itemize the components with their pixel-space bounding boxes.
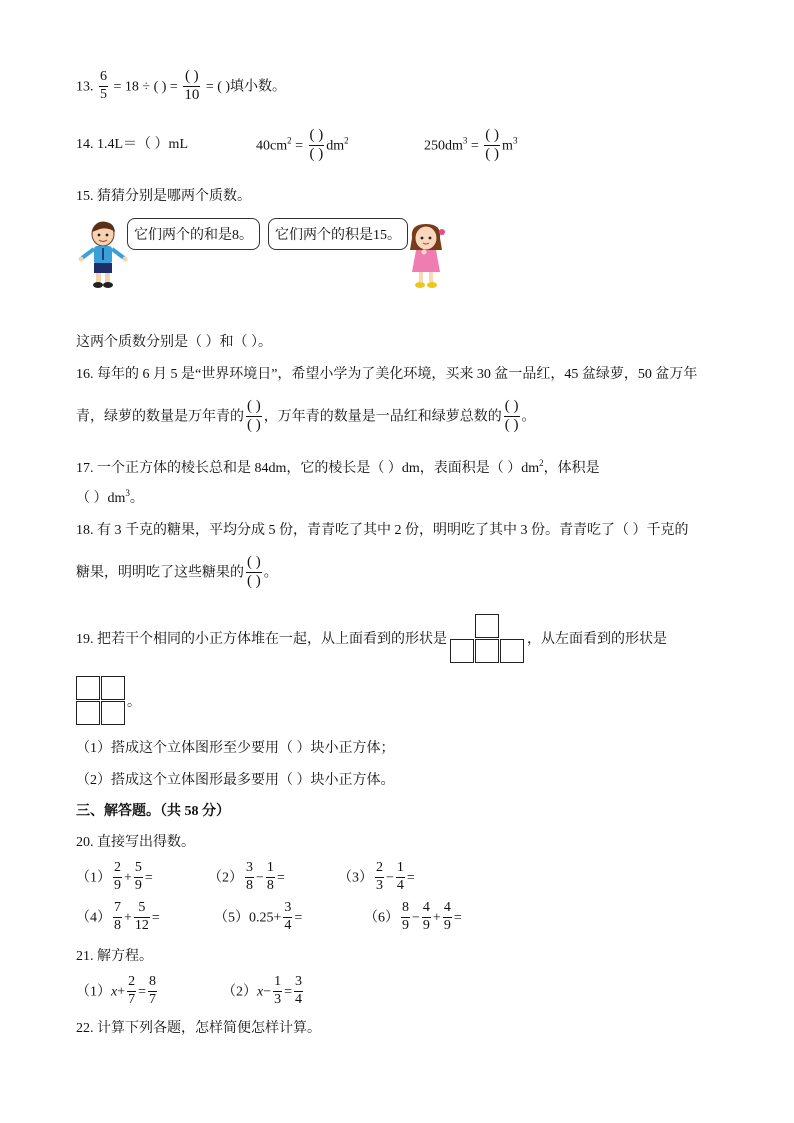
q21-item-2: （2）x− $\frac{1}{3}$ = $\frac{3}{4}$: [222, 974, 303, 1007]
speech-bubble-boy: 它们两个的和是8。: [127, 218, 260, 250]
blank-fraction: $\frac{( )}{( )}$: [247, 554, 261, 589]
blank-fraction: $\frac{( )}{( )}$: [247, 398, 261, 433]
question-13: 13. $\frac{6}{5}$ = 18 ÷ ( ) = $\frac{( )}{10}$ = ( )填小数。: [76, 68, 287, 103]
question-19-sub2: （2）搭成这个立体图形最多要用（ ）块小正方体。: [76, 773, 395, 788]
question-19-line1: 19. 把若干个相同的小正方体堆在一起，从上面看到的形状是: [76, 632, 447, 647]
question-14: 14. 1.4L＝（ ）mL $40cm^2$ = $\frac{( )}{( )}$ $dm^2$ $250dm^3$ = $\frac{( )}{( )}$ $m^3$: [76, 127, 518, 162]
top-view-shape: [450, 614, 526, 664]
question-18-line1: 18. 有 3 千克的糖果，平均分成 5 份，青青吃了其中 2 份，明明吃了其中 3 份。青青吃了（ ）千克的: [76, 523, 689, 538]
question-19-sub1: （1）搭成这个立体图形至少要用（ ）块小正方体；: [76, 741, 395, 756]
left-view-shape: [76, 676, 126, 726]
question-18-line2: 糖果，明明吃了这些糖果的 $\frac{( )}{( )}$ 。: [76, 554, 278, 589]
conversion-volume: $250dm^3$ = $\frac{( )}{( )}$ $m^3$: [424, 127, 518, 162]
boy-illustration: [78, 220, 128, 290]
question-number: 13.: [76, 79, 94, 95]
question-19-line1b: ，从左面看到的形状是: [527, 632, 667, 647]
question-16-line2: 青，绿萝的数量是万年青的 $\frac{( )}{( )}$ ，万年青的数量是一品红和绿萝总数的 $\frac{( )}{( )}$ 。: [76, 398, 536, 433]
fraction: $\frac{6}{5}$: [100, 69, 107, 102]
section-3-title: 三、解答题。（共 58 分）: [76, 804, 230, 819]
question-15-answer: 这两个质数分别是（ ）和（ ）。: [76, 335, 272, 350]
q21-item-1: （1）x+ $\frac{2}{7}$ = $\frac{8}{7}$: [76, 974, 157, 1007]
girl-illustration: [402, 222, 450, 292]
q20-item-5: （5）0.25+ $\frac{3}{4}$ =: [214, 900, 303, 933]
question-17-line1: 17. 一个正方体的棱长总和是 84dm，它的棱长是（ ）dm，表面积是（ ）$dm^2$，体积是: [76, 458, 600, 476]
question-20-title: 20. 直接写出得数。: [76, 835, 195, 850]
blank-fraction: $\frac{( )}{10}$: [184, 68, 200, 103]
conversion-area: $40cm^2$ = $\frac{( )}{( )}$ $dm^2$: [256, 127, 349, 162]
question-22-title: 22. 计算下列各题，怎样简便怎样计算。: [76, 1021, 321, 1036]
q20-item-6: （6） $\frac{8}{9}$ − $\frac{4}{9}$ + $\frac{4}{9}$ =: [364, 900, 462, 933]
question-17-line2: （ ）$dm^3$。: [76, 488, 144, 506]
question-21-title: 21. 解方程。: [76, 949, 153, 964]
q20-item-3: （3） $\frac{2}{3}$ − $\frac{1}{4}$ =: [338, 860, 415, 893]
question-16-line1: 16. 每年的 6 月 5 是“世界环境日”，希望小学为了美化环境，买来 30 盆一品红，45 盆绿萝，50 盆万年: [76, 367, 698, 382]
blank-fraction: $\frac{( )}{( )}$: [504, 398, 519, 433]
q20-item-2: （2） $\frac{3}{8}$ − $\frac{1}{8}$ =: [208, 860, 285, 893]
q20-item-1: （1） $\frac{2}{9}$ + $\frac{5}{9}$ =: [76, 860, 153, 893]
question-15-title: 15. 猜猜分别是哪两个质数。: [76, 189, 251, 204]
speech-bubble-girl: 它们两个的积是15。: [268, 218, 408, 250]
question-19-end: 。: [127, 695, 141, 710]
q20-item-4: （4） $\frac{7}{8}$ + $\frac{5}{12}$ =: [76, 900, 160, 933]
